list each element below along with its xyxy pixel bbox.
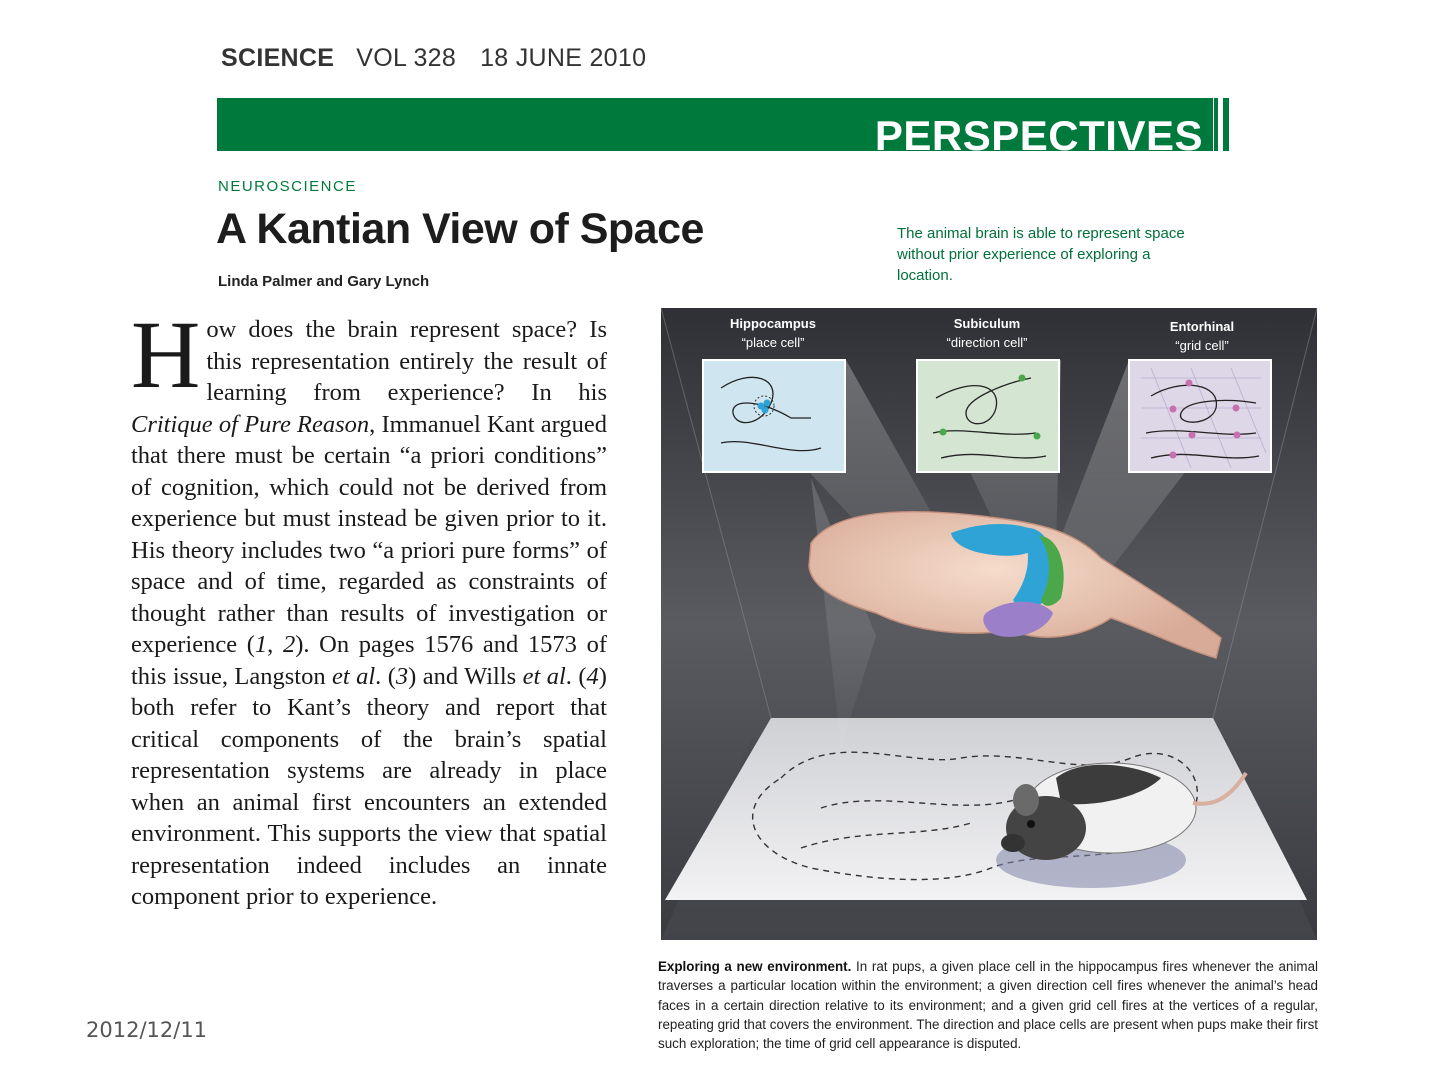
issue-date: 18 JUNE 2010 <box>480 44 647 72</box>
panel-subtitle: “place cell” <box>741 335 805 350</box>
figure-illustration <box>661 308 1317 940</box>
article-body: How does the brain represent space? Is this representation entirely the result of learning from experience? In his Critique of Pure Reason, Immanuel Kant argued that there must be certain “a priori conditions” of cognition, which could not be derived from experience but must instead be given prior to it. His theory includes two “a priori pure forms” of space and of time, regarded as constraints of thought rather than results of investigation or experience (1, 2). On pages 1576 and 1573 of this issue, Langston et al. (3) and Wills et al. (4) both refer to Kant’s theory and report that critical components of the brain’s spatial representation systems are already in place when an animal first encounters an extended environment. This supports the view that spatial representation indeed includes an innate component prior to experience. <box>131 301 608 910</box>
section-label: NEUROSCIENCE <box>218 178 357 195</box>
perspectives-banner <box>217 98 1213 151</box>
article-authors: Linda Palmer and Gary Lynch <box>218 273 430 290</box>
caption-text: In rat pups, a given place cell in the hippocampus fires whenever the animal traverses a particular location within the environment; a given direction cell fires whenever the animal’s head faces in a certain direction relative to its environment; and a given grid cell fires at the vertices of a regular, repeating grid that covers the environment. The direction and place cells are present when pups make their first such exploration; the time of grid cell appearance is disputed. <box>658 959 1318 1052</box>
panel-grid-cell <box>1129 360 1271 472</box>
article-title: A Kantian View of Space <box>216 205 704 253</box>
drop-cap: H <box>131 301 201 408</box>
banner-title: PERSPECTIVES <box>874 112 1203 151</box>
panel-direction-cell <box>917 360 1059 472</box>
journal-name: SCIENCE <box>221 44 335 72</box>
volume: VOL 328 <box>356 44 457 72</box>
reference[interactable]: 1 <box>254 631 268 658</box>
reference[interactable]: 2 <box>282 631 296 658</box>
panel-place-cell <box>703 360 845 472</box>
panel-title: Entorhinal <box>1169 319 1235 334</box>
banner-rule <box>1223 98 1229 151</box>
arena-floor <box>665 718 1307 900</box>
figure-caption <box>658 957 1318 1053</box>
article-deck: The animal brain is able to represent space without prior experience of exploring a location. <box>897 225 1185 284</box>
banner-rule <box>1214 98 1218 151</box>
caption-lead: Exploring a new environment. <box>658 959 852 974</box>
reference[interactable]: 3 <box>395 662 409 690</box>
masthead <box>221 44 646 73</box>
slide-date: 2012/12/11 <box>86 1018 208 1042</box>
reference[interactable]: 4 <box>586 662 599 690</box>
panel-title: Subiculum <box>953 316 1021 331</box>
panel-subtitle: “direction cell” <box>946 335 1028 350</box>
panel-title: Hippocampus <box>730 316 816 331</box>
book-title: Critique of Pure Reason <box>131 410 370 438</box>
panel-subtitle: “grid cell” <box>1175 338 1229 353</box>
